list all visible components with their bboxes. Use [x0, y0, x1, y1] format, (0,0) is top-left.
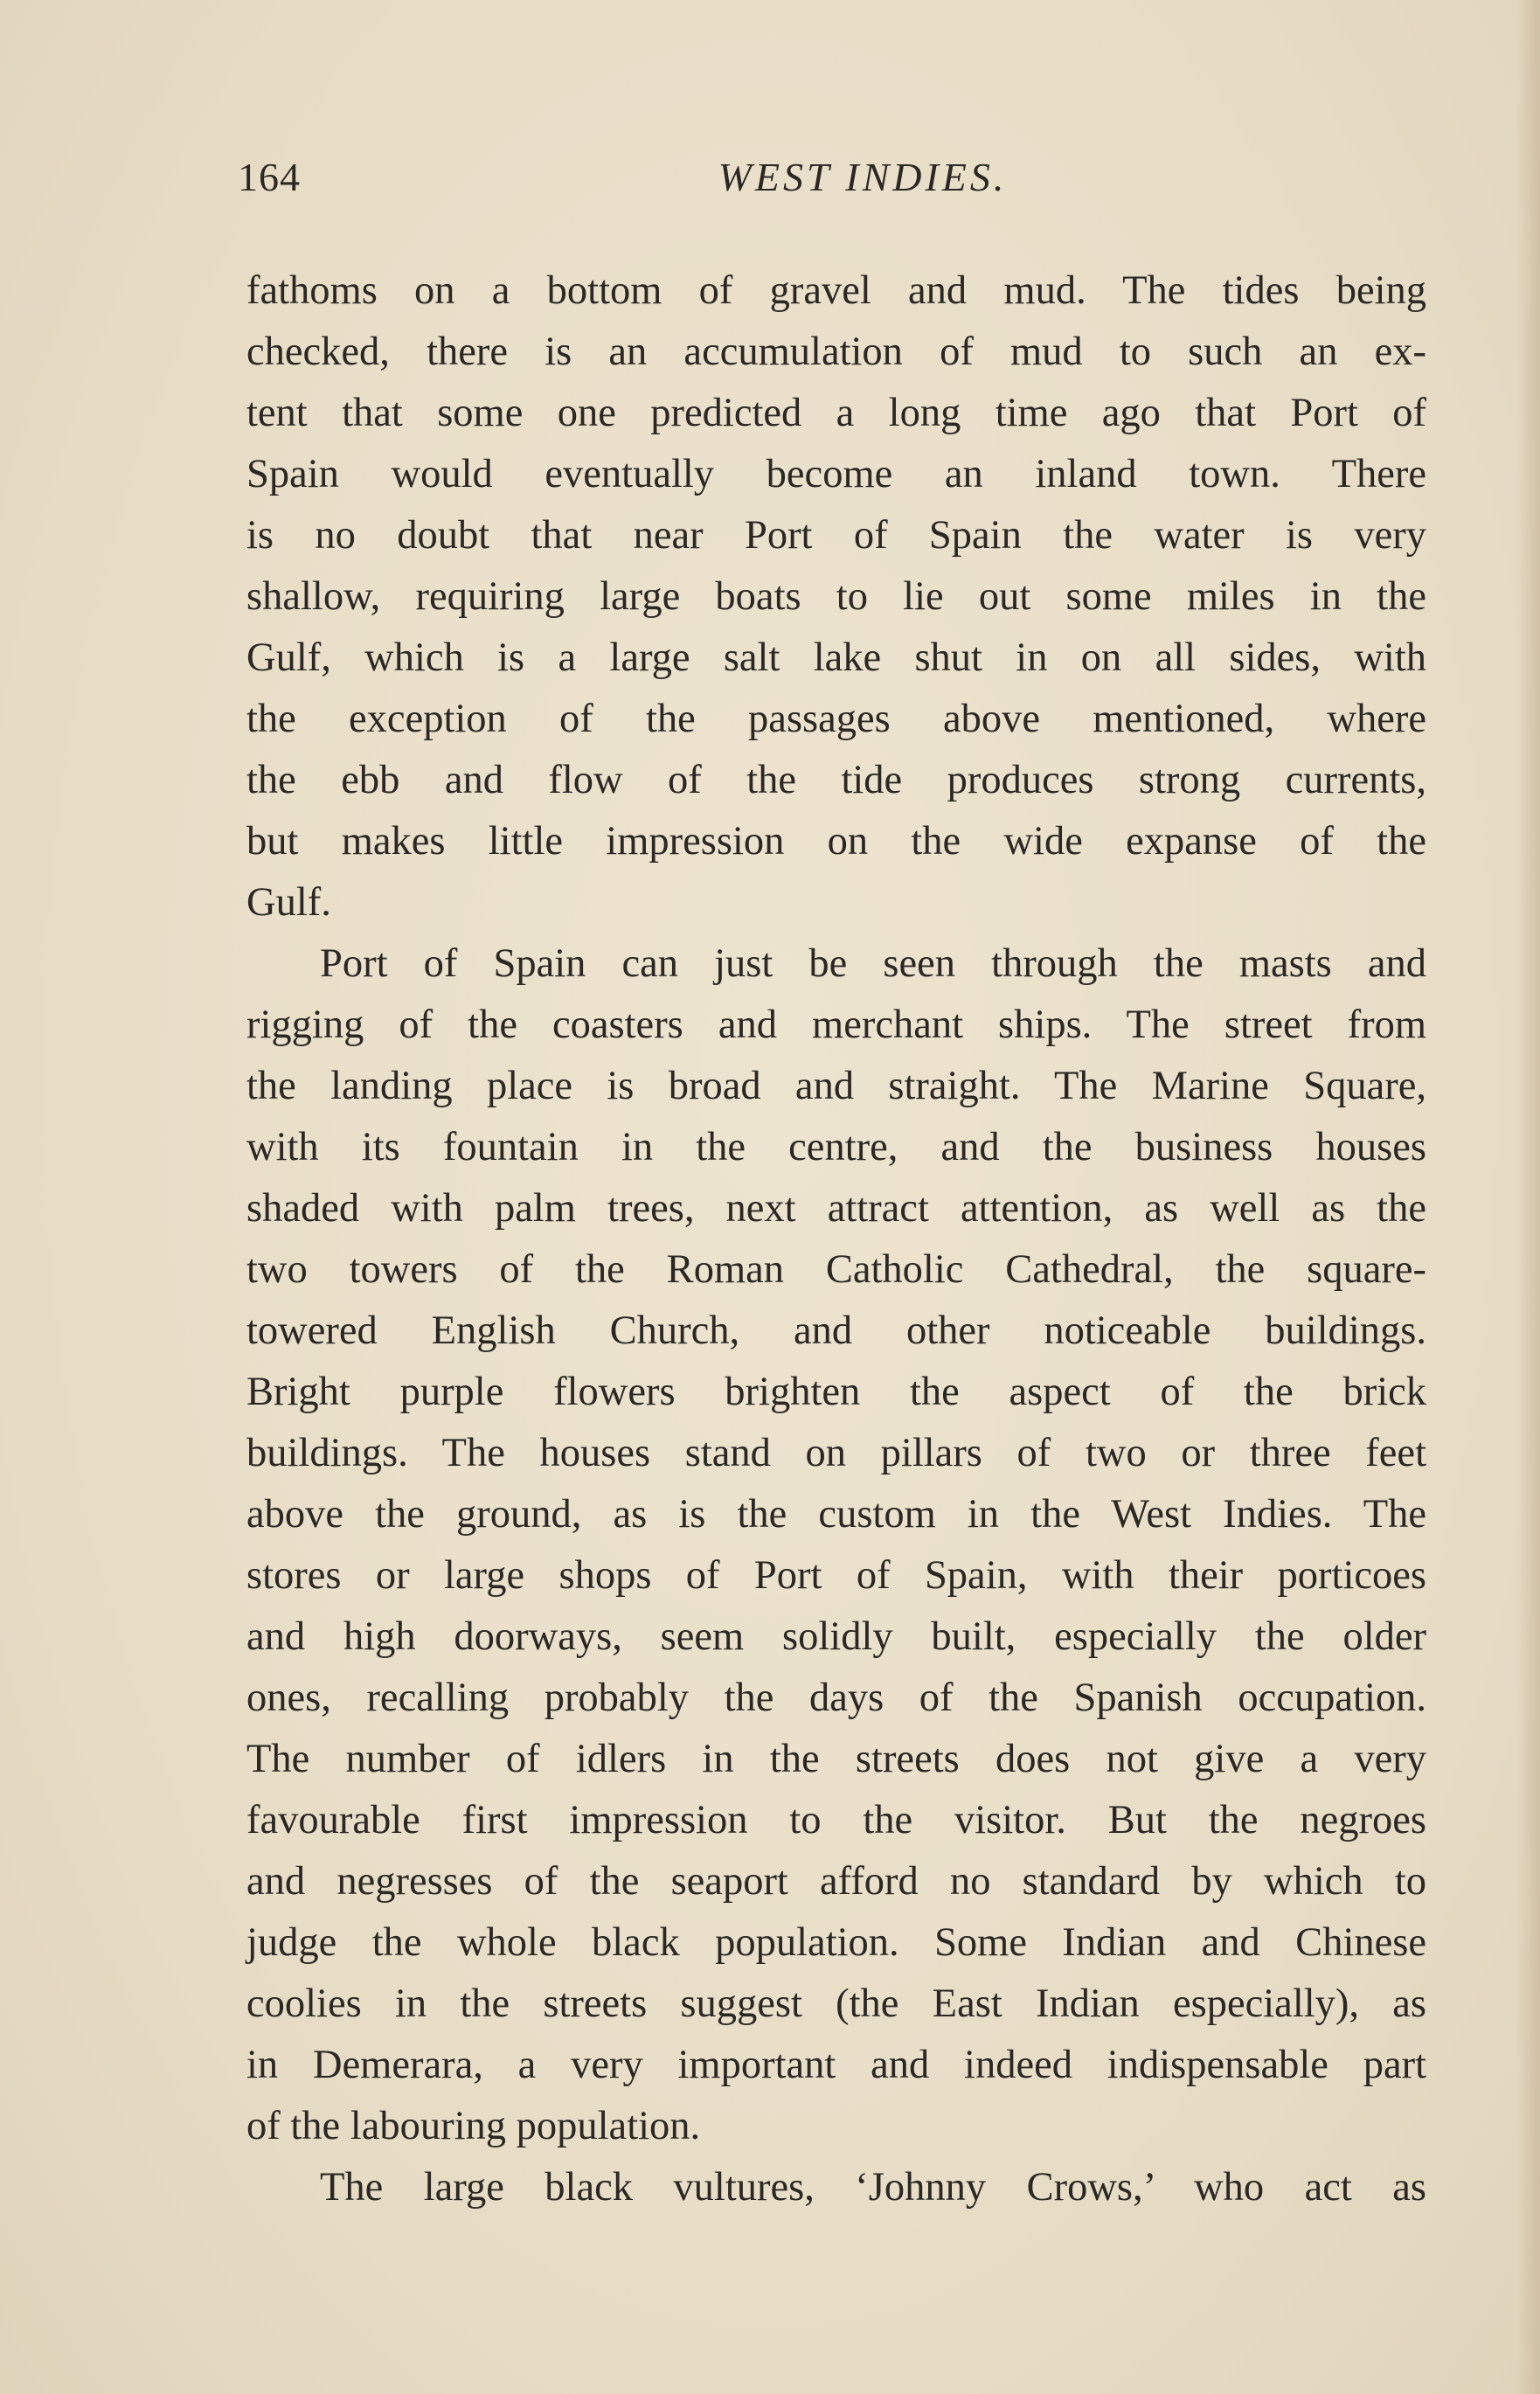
- page-edge-shadow: [1516, 0, 1540, 2394]
- text-line: in Demerara, a very important and indeed indispensable part: [246, 2043, 1426, 2087]
- paragraph: [246, 260, 1426, 933]
- text-line: favourable first impression to the visitor. But the negroes: [246, 1798, 1426, 1842]
- text-line: stores or large shops of Port of Spain, with their porticoes: [246, 1553, 1426, 1598]
- page-number: 164: [238, 155, 301, 199]
- running-title: WEST INDIES.: [718, 155, 1008, 199]
- text-line: rigging of the coasters and merchant ships. The street from: [246, 1003, 1426, 1047]
- text-line: Gulf, which is a large salt lake shut in on all sides, with: [246, 635, 1426, 680]
- text-line: ones, recalling probably the days of the Spanish occupation.: [246, 1676, 1426, 1720]
- text-line: and high doorways, seem solidly built, especially the older: [246, 1614, 1426, 1659]
- text-line: the exception of the passages above mentioned, where: [246, 697, 1426, 741]
- text-line: above the ground, as is the custom in the West Indies. The: [246, 1492, 1426, 1537]
- text-line: tent that some one predicted a long time ago that Port of: [246, 391, 1426, 435]
- text-line: fathoms on a bottom of gravel and mud. The tides being: [246, 268, 1426, 313]
- text-line: shaded with palm trees, next attract attention, as well as the: [246, 1186, 1426, 1231]
- text-line: judge the whole black population. Some Indian and Chinese: [246, 1920, 1426, 1965]
- text-line: two towers of the Roman Catholic Cathedral, the square-: [246, 1247, 1426, 1292]
- page-header: [238, 149, 1426, 210]
- text-line: The number of idlers in the streets does not give a very: [246, 1737, 1426, 1781]
- text-line: of the labouring population.: [246, 2104, 701, 2148]
- paragraph: [246, 2157, 1426, 2218]
- body-text: [246, 260, 1426, 2218]
- text-line: Bright purple flowers brighten the aspect of the brick: [246, 1370, 1426, 1414]
- text-line: is no doubt that near Port of Spain the water is very: [246, 513, 1426, 558]
- text-line: Port of Spain can just be seen through the masts and: [320, 941, 1426, 986]
- text-line: coolies in the streets suggest (the East Indian especially), as: [246, 1981, 1426, 2026]
- text-line: The large black vultures, ‘Johnny Crows,’ who act as: [320, 2165, 1426, 2210]
- paragraph: [246, 933, 1426, 2157]
- text-line: and negresses of the seaport afford no standard by which to: [246, 1859, 1426, 1904]
- text-line: towered English Church, and other noticeable buildings.: [246, 1308, 1426, 1353]
- text-line: Spain would eventually become an inland town. There: [246, 452, 1426, 496]
- text-line: with its fountain in the centre, and the business houses: [246, 1125, 1426, 1169]
- text-line: buildings. The houses stand on pillars of two or three feet: [246, 1431, 1426, 1475]
- text-line: Gulf.: [246, 880, 331, 925]
- text-line: but makes little impression on the wide expanse of the: [246, 819, 1426, 864]
- text-line: the ebb and flow of the tide produces strong currents,: [246, 758, 1426, 802]
- text-line: the landing place is broad and straight. The Marine Square,: [246, 1064, 1426, 1108]
- text-line: shallow, requiring large boats to lie out some miles in the: [246, 574, 1426, 619]
- text-line: checked, there is an accumulation of mud to such an ex-: [246, 330, 1426, 374]
